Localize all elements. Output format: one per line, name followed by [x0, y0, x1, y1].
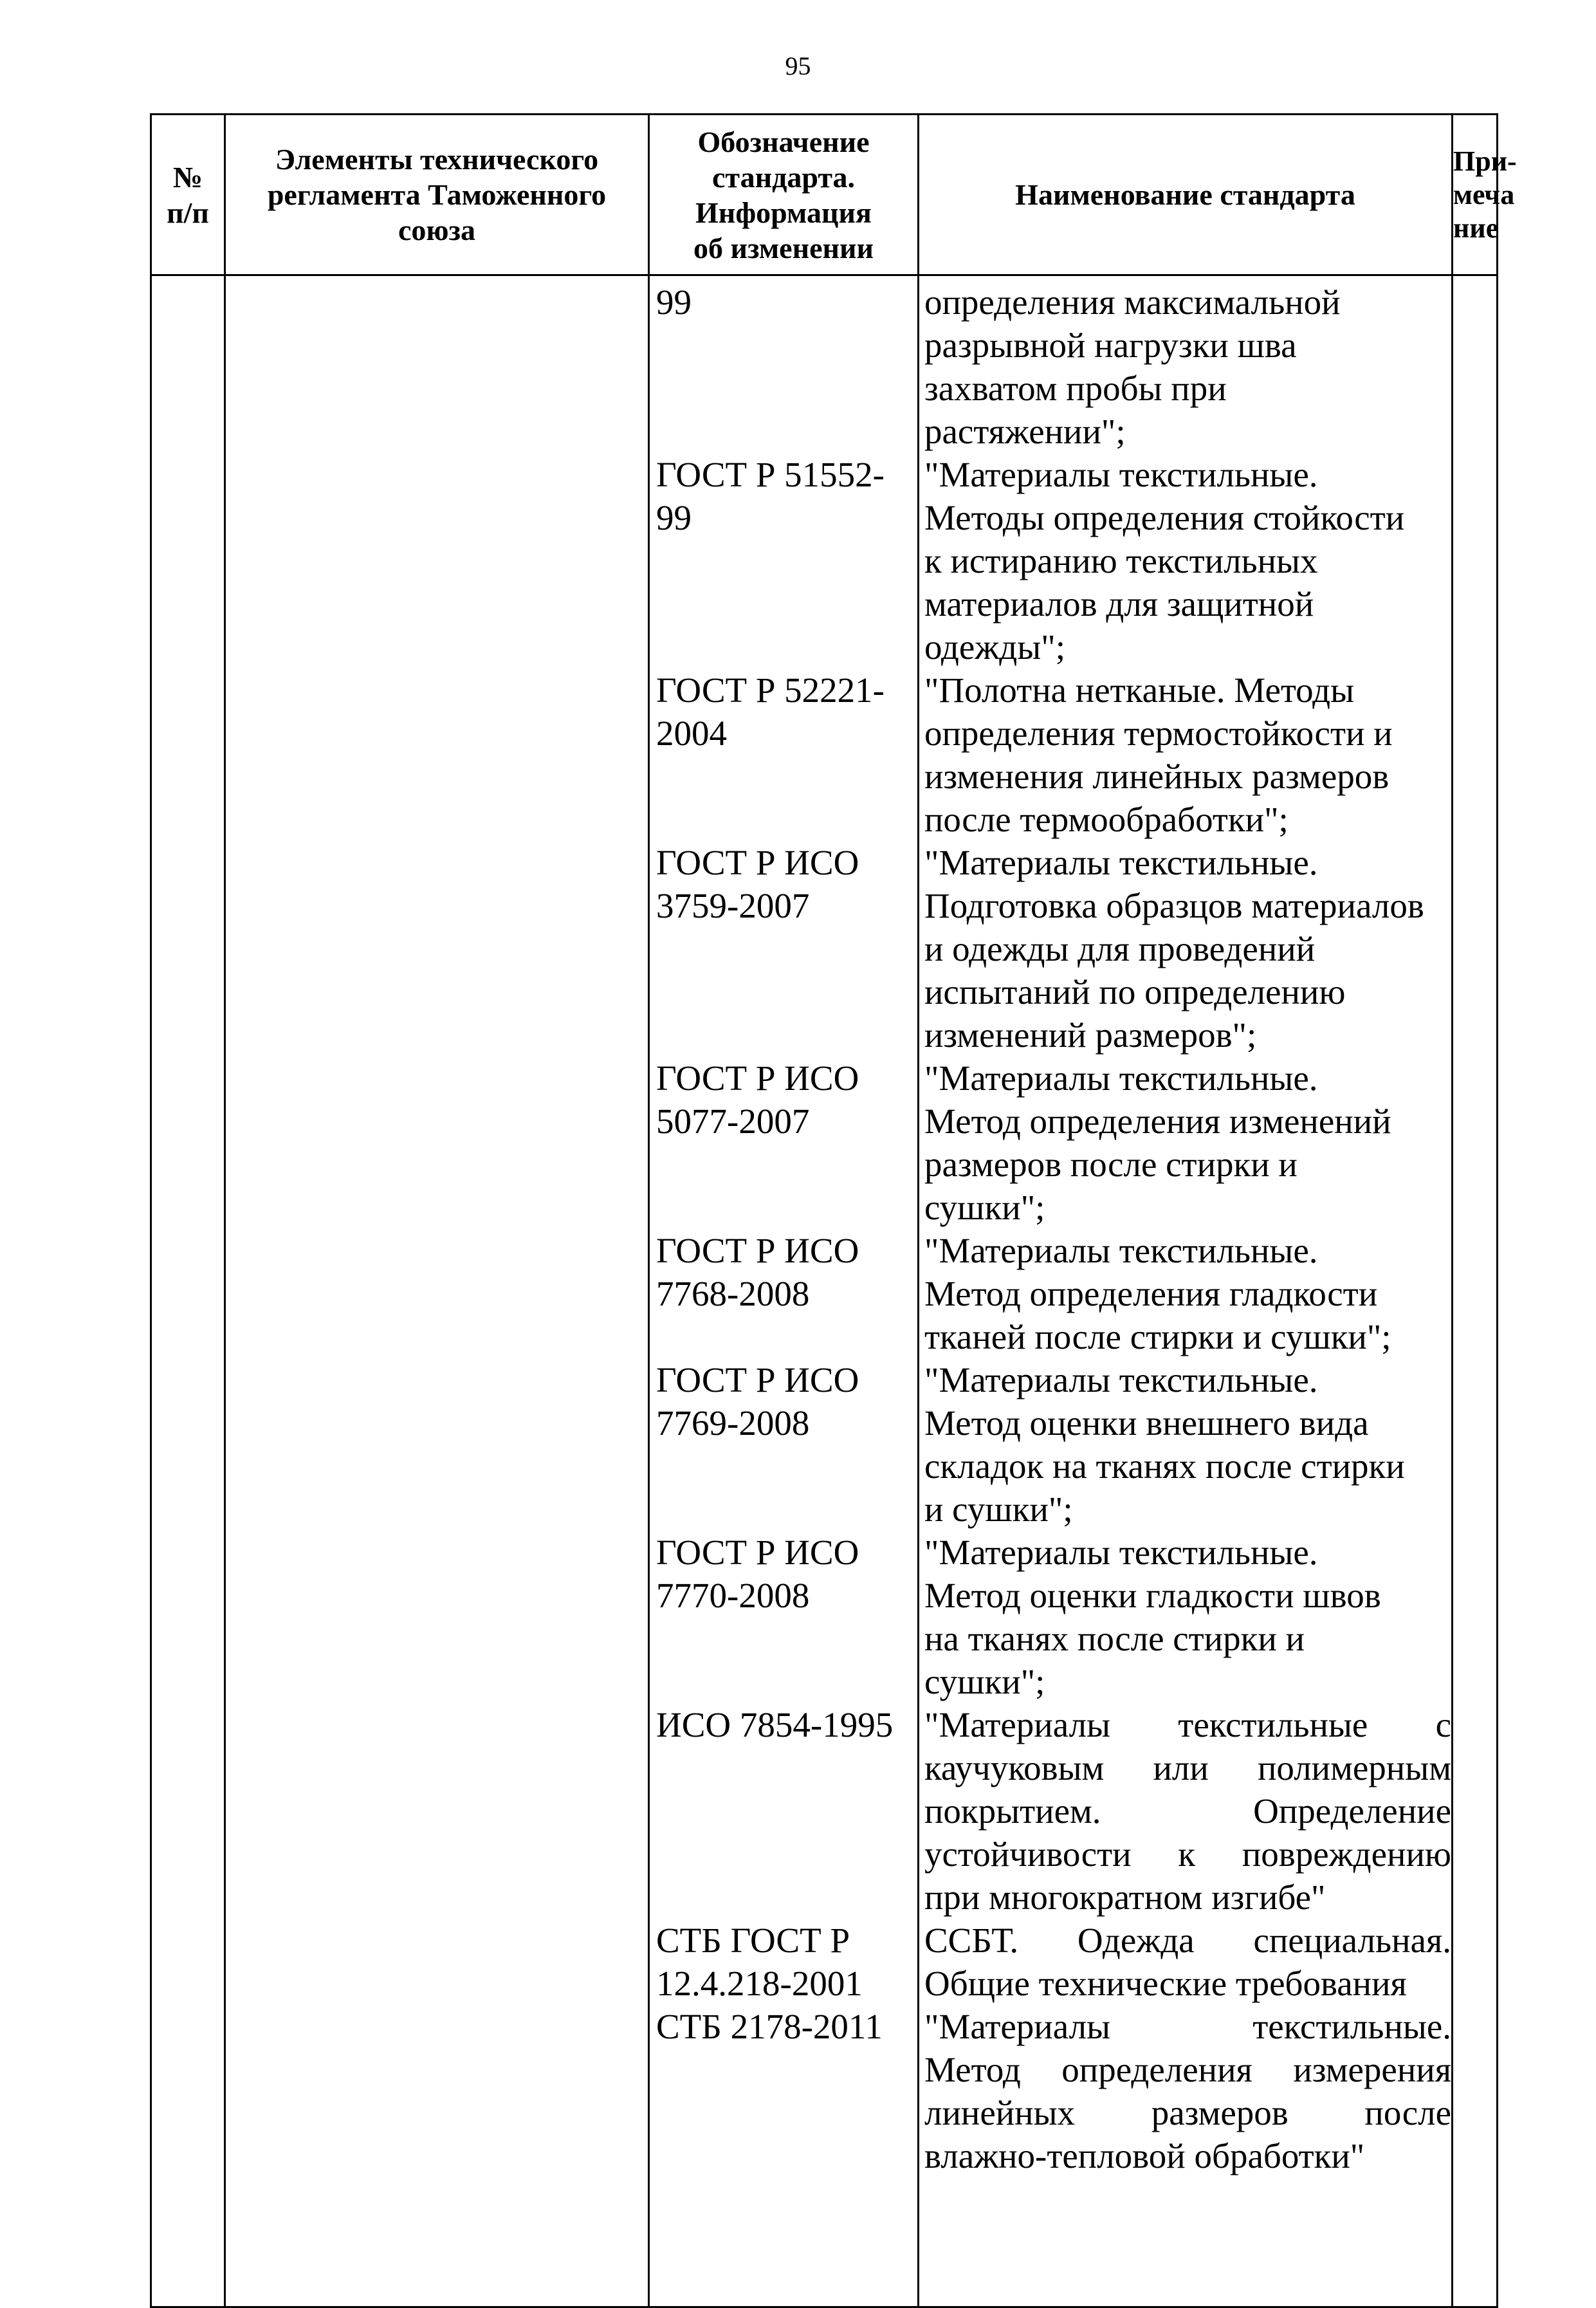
designation-line: СТБ 2178-2011: [656, 2007, 883, 2046]
designation-line: [656, 798, 917, 841]
header-number: [151, 115, 225, 275]
designation-line: [656, 324, 917, 367]
standard-name-list: [919, 276, 1451, 2177]
standard-name-entry: [924, 1919, 1451, 2005]
designation-line: [656, 1013, 917, 1057]
cell-designation: [649, 275, 919, 2307]
designation-line: [656, 755, 917, 798]
header-designation-line: об изменении: [693, 231, 874, 264]
designation-line: ГОСТ Р ИСО: [656, 1058, 859, 1098]
standard-name-line: Подготовка образцов материалов: [924, 886, 1424, 925]
standard-name-line: и сушки";: [924, 1490, 1073, 1529]
header-number-line: №: [172, 160, 203, 194]
header-designation-line: Информация: [695, 196, 872, 229]
designation-line: 7768-2008: [656, 1274, 810, 1313]
designation-line: [656, 1746, 917, 1789]
header-designation: [649, 115, 919, 275]
table-row: [151, 275, 1498, 2307]
header-elements: [225, 115, 649, 275]
standard-name-line: и одежды для проведений: [924, 929, 1316, 968]
designation-entry: [656, 1703, 917, 1919]
designation-line: [656, 2048, 917, 2091]
standard-name-line: одежды";: [924, 627, 1065, 667]
designation-line: 5077-2007: [656, 1102, 810, 1141]
standard-name-line: Методы определения стойкости: [924, 498, 1405, 537]
cell-standard-name: [919, 275, 1453, 2307]
standard-name-line: растяжении";: [924, 412, 1126, 451]
header-note-line: ние: [1453, 212, 1499, 244]
standard-name-line: "Материалы текстильные.: [924, 843, 1318, 882]
designation-entry: [656, 1531, 917, 1703]
standard-name-line: устойчивости к повреждению: [924, 1834, 1451, 1874]
designation-line: [656, 1789, 917, 1833]
table-header-row: [151, 115, 1498, 275]
designation-entry: [656, 2005, 917, 2177]
designation-line: 12.4.218-2001: [656, 1964, 863, 2003]
designation-line: [656, 970, 917, 1013]
designation-entry: [656, 1229, 917, 1358]
cell-elements: [225, 275, 649, 2307]
standard-name-entry: [924, 1531, 1451, 1703]
header-designation-line: Обозначение: [697, 125, 870, 158]
header-note-line: меча: [1453, 178, 1515, 210]
standard-name-line: "Материалы текстильные.: [924, 1533, 1318, 1572]
designation-line: 99: [656, 282, 692, 322]
standard-name-line: Общие технические требования: [924, 1964, 1407, 2003]
standard-name-line: Метод определения изменений: [924, 1102, 1391, 1141]
designation-line: 7769-2008: [656, 1403, 810, 1443]
standard-name-line: "Материалы текстильные.: [924, 1058, 1318, 1098]
designation-line: [656, 927, 917, 970]
designation-entry: [656, 669, 917, 841]
designation-line: ГОСТ Р 52221-: [656, 670, 885, 710]
designation-line: ГОСТ Р ИСО: [656, 843, 859, 882]
standard-name-entry: [924, 281, 1451, 453]
standard-name-line: разрывной нагрузки шва: [924, 326, 1297, 365]
standard-name-line: на тканях после стирки и: [924, 1619, 1305, 1658]
designation-line: ГОСТ Р ИСО: [656, 1360, 859, 1399]
standard-name-line: испытаний по определению: [924, 972, 1346, 1011]
designation-line: СТБ ГОСТ Р: [656, 1921, 850, 1960]
header-elements-line: Элементы технического: [275, 143, 599, 176]
standard-name-line: Метод оценки гладкости швов: [924, 1576, 1381, 1615]
standard-name-line: "Материалы текстильные.: [924, 455, 1318, 494]
designation-line: [656, 367, 917, 410]
designation-line: [656, 410, 917, 453]
header-note: [1453, 115, 1517, 275]
standard-name-line: захватом пробы при: [924, 369, 1227, 408]
designation-line: ГОСТ Р ИСО: [656, 1231, 859, 1270]
designation-entry: [656, 1358, 917, 1531]
designation-line: [656, 625, 917, 669]
designation-entry: [656, 281, 917, 453]
standard-name-line: определения максимальной: [924, 282, 1341, 322]
standard-name-line: материалов для защитной: [924, 584, 1314, 623]
standard-name-line: влажно-тепловой обработки": [924, 2136, 1365, 2175]
standard-name-entry: [924, 1358, 1451, 1531]
standard-name-line: Метод определения измерения: [924, 2050, 1451, 2089]
standard-name-line: "Материалы текстильные с: [924, 1705, 1451, 1744]
standard-name-line: изменения линейных размеров: [924, 757, 1390, 796]
designation-entry: [656, 841, 917, 1057]
designation-line: [656, 2134, 917, 2177]
standard-name-line: линейных размеров после: [924, 2093, 1451, 2132]
standard-name-line: при многократном изгибе": [924, 1878, 1326, 1917]
standard-name-line: ССБТ. Одежда специальная.: [924, 1921, 1451, 1960]
header-elements-line: союза: [398, 214, 476, 246]
designation-line: ГОСТ Р 51552-: [656, 455, 885, 494]
standard-name-entry: [924, 669, 1451, 841]
standard-name-line: складок на тканях после стирки: [924, 1446, 1405, 1486]
designation-line: [656, 1488, 917, 1531]
designation-line: [656, 1143, 917, 1186]
designation-line: [656, 1833, 917, 1876]
standard-name-line: "Материалы текстильные.: [924, 1231, 1318, 1270]
header-standard-name: Наименование стандарта: [919, 115, 1453, 275]
designation-line: 3759-2007: [656, 886, 810, 925]
designation-entry: [656, 1057, 917, 1229]
header-designation-line: стандарта.: [712, 160, 855, 194]
standard-name-line: "Материалы текстильные.: [924, 1360, 1318, 1399]
standard-name-entry: [924, 841, 1451, 1057]
standard-name-line: изменений размеров";: [924, 1015, 1257, 1055]
designation-line: ГОСТ Р ИСО: [656, 1533, 859, 1572]
standard-name-line: сушки";: [924, 1188, 1045, 1227]
header-elements-line: регламента Таможенного: [267, 178, 607, 211]
designation-line: ИСО 7854-1995: [656, 1705, 894, 1744]
cell-note: [1453, 275, 1498, 2307]
standard-name-entry: [924, 2005, 1451, 2177]
designation-line: [656, 1660, 917, 1703]
standard-name-entry: [924, 1057, 1451, 1229]
standard-name-line: покрытием. Определение: [924, 1791, 1451, 1831]
designation-entry: [656, 453, 917, 669]
standard-name-entry: [924, 453, 1451, 669]
standards-table: [150, 113, 1517, 2308]
designation-list: [650, 276, 917, 2177]
standard-name-line: Метод оценки внешнего вида: [924, 1403, 1369, 1443]
designation-line: [656, 1617, 917, 1660]
standard-name-line: после термообработки";: [924, 800, 1289, 839]
page-number: 95: [785, 51, 811, 80]
designation-line: [656, 582, 917, 625]
standard-name-line: каучуковым или полимерным: [924, 1748, 1451, 1787]
standard-name-line: размеров после стирки и: [924, 1145, 1298, 1184]
designation-line: 7770-2008: [656, 1576, 810, 1615]
standard-name-entry: [924, 1229, 1451, 1358]
designation-line: [656, 1315, 917, 1358]
designation-line: [656, 1876, 917, 1919]
cell-number: [151, 275, 225, 2307]
standard-name-line: сушки";: [924, 1662, 1045, 1701]
standard-name-line: "Материалы текстильные.: [924, 2007, 1451, 2046]
standard-name-line: тканей после стирки и сушки";: [924, 1317, 1391, 1356]
designation-line: [656, 539, 917, 582]
standard-name-line: "Полотна нетканые. Методы: [924, 670, 1355, 710]
designation-line: [656, 2091, 917, 2134]
designation-line: [656, 1445, 917, 1488]
designation-line: 99: [656, 498, 692, 537]
standard-name-line: к истиранию текстильных: [924, 541, 1318, 580]
designation-line: [656, 1186, 917, 1229]
designation-line: 2004: [656, 714, 727, 753]
standard-name-entry: [924, 1703, 1451, 1919]
header-number-line: п/п: [167, 196, 209, 229]
header-note-line: При-: [1453, 145, 1517, 177]
designation-entry: [656, 1919, 917, 2005]
standard-name-line: определения термостойкости и: [924, 714, 1393, 753]
standard-name-line: Метод определения гладкости: [924, 1274, 1378, 1313]
